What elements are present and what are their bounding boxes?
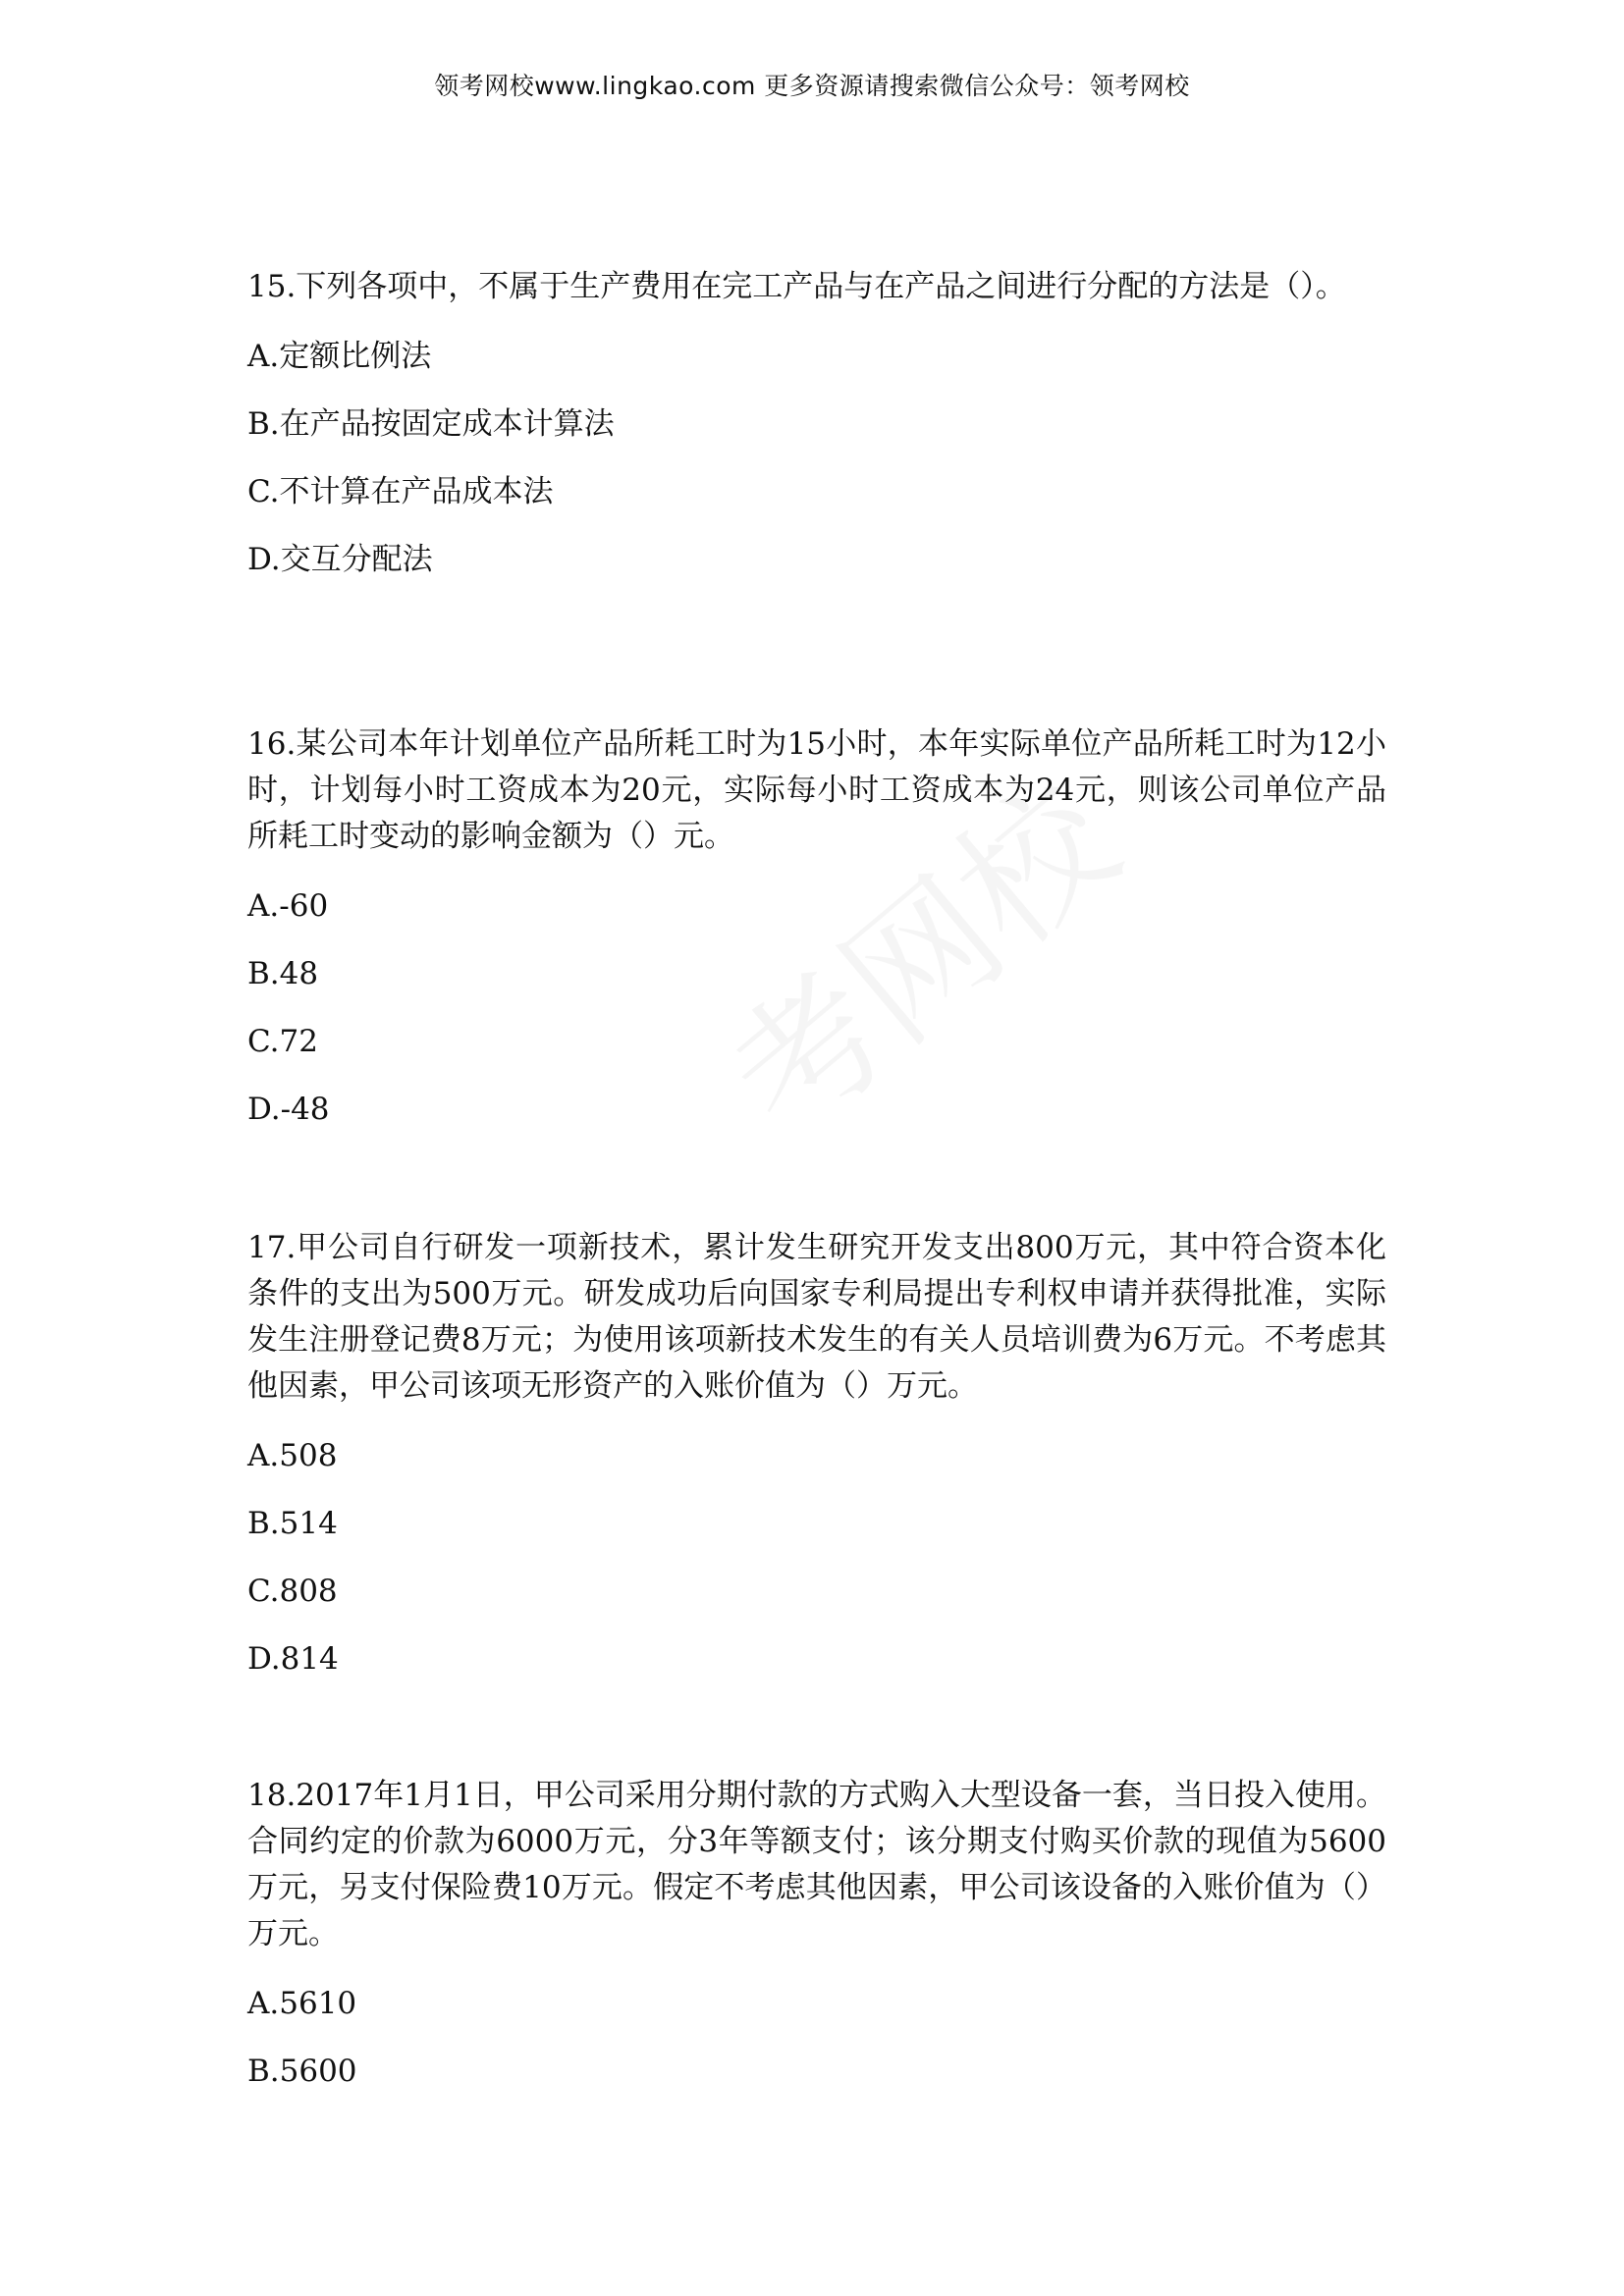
option-list (247, 886, 1386, 1129)
option-list (247, 1436, 1386, 1679)
option-a: A.5610 (247, 1986, 357, 2021)
question-stem: 18.2017年1月1日，甲公司采用分期付款的方式购入大型设备一套，当日投入使用。合同约定的价款为6000万元，分3年等额支付；该分期支付购买价款的现值为5600万元，另支付保险费10万元。假定不考虑其他因素，甲公司该设备的入账价值为（）万元。 (247, 1778, 1386, 1951)
option-c: C.808 (247, 1574, 338, 1609)
option-d: D.-48 (247, 1092, 330, 1127)
option-d: D.交互分配法 (247, 542, 433, 577)
question-18 (247, 1773, 1386, 2091)
option-list (247, 337, 1386, 579)
page-header: 领考网校www.lingkao.com 更多资源请搜索微信公众号：领考网校 (434, 72, 1190, 100)
question-17 (247, 1225, 1386, 1679)
question-stem: 15.下列各项中，不属于生产费用在完工产品与在产品之间进行分配的方法是（）。 (247, 269, 1346, 304)
option-a: A.-60 (247, 888, 329, 924)
question-stem: 16.某公司本年计划单位产品所耗工时为15小时，本年实际单位产品所耗工时为12小时，计划每小时工资成本为20元，实际每小时工资成本为24元，则该公司单位产品所耗工时变动的影响金额为（）元。 (247, 726, 1386, 854)
option-a: A.508 (247, 1438, 338, 1473)
option-d: D.814 (247, 1641, 339, 1677)
option-b: B.48 (247, 956, 319, 991)
question-16 (247, 721, 1386, 1129)
option-b: B.在产品按固定成本计算法 (247, 406, 615, 442)
option-a: A.定额比例法 (247, 339, 432, 374)
option-b: B.514 (247, 1506, 338, 1541)
option-c: C.不计算在产品成本法 (247, 474, 554, 509)
option-b: B.5600 (247, 2054, 357, 2089)
question-15 (247, 264, 1386, 579)
question-stem: 17.甲公司自行研发一项新技术，累计发生研究开发支出800万元，其中符合资本化条件的支出为500万元。研发成功后向国家专利局提出专利权申请并获得批准，实际发生注册登记费8万元；为使用该项新技术发生的有关人员培训费为6万元。不考虑其他因素，甲公司该项无形资产的入账价值为（）万元。 (247, 1230, 1386, 1404)
option-c: C.72 (247, 1024, 318, 1059)
option-list (247, 1984, 1386, 2091)
